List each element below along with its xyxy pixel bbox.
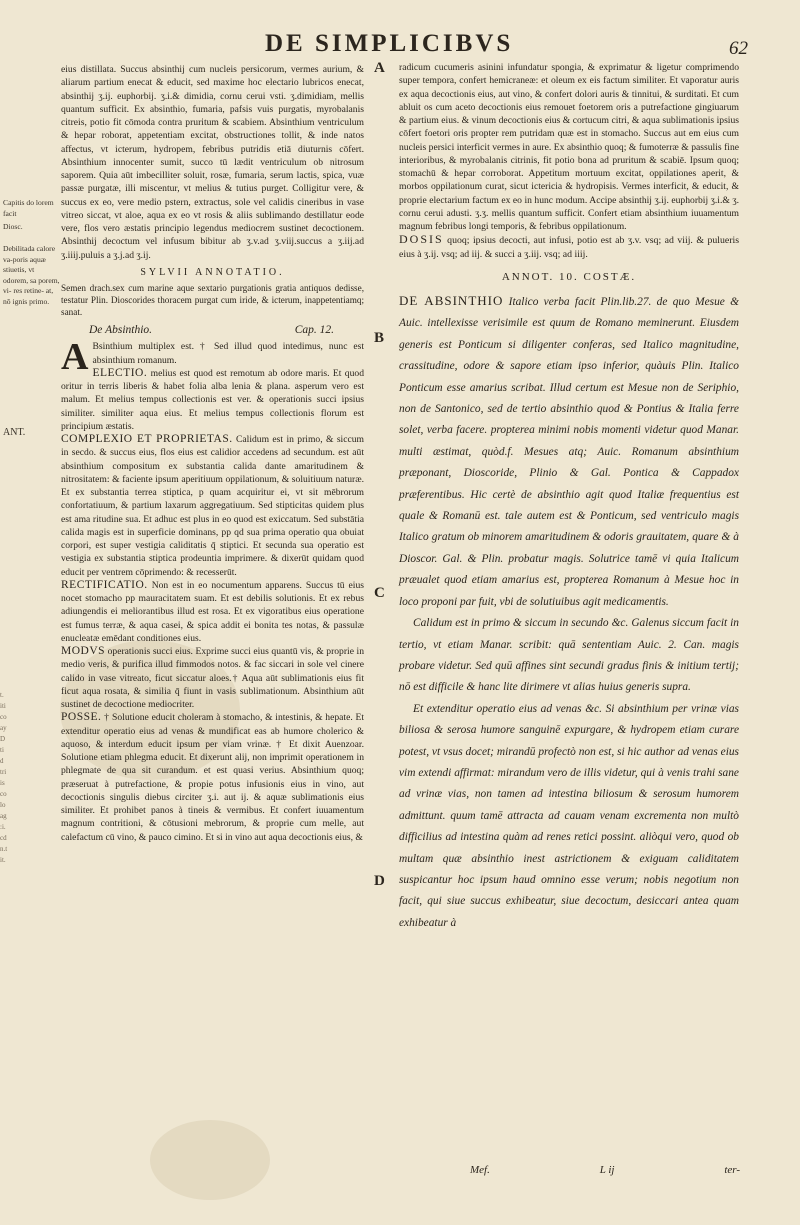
chapter-title: De Absinthio. [89, 324, 153, 336]
modus-text: operationis succi eius. Exprime succi eius quantū vis, & proprie in medio veris, & purifica illud fimmodos notos. & fac siccari in sole vel cinere calido in vase vitreato, ficut siccatur aloes.† Aqua aūt sublimationis eius fit ficut aqua rosata, & similia q̄ fiunt in vasis sublimationum. Absinthium aūt sustinet de decoctione mediocriter. [61, 646, 364, 710]
costa-annotation-2: Calidum est in primo & siccum in secundo &c. Galenus siccum facit in tertio, vt etiam Manar. scribit: quā sententiam Auic. 2. Can. magis probare videtur. Sed quū affines sint secundi gradus finis & initium tertij; nō est difficile & hanc lite dirimere vt alias huius generis supra. [399, 617, 739, 694]
complexio-label: COMPLEXIO ET PROPRIETAS. [61, 433, 233, 445]
intro-text: Bsinthium multiplex est. † Sed illud quod intedimus, nunc est absinthium romanum. [92, 341, 364, 366]
bleed-through-text: t. iti co ay D ti d tri is co lo ag :i. cd n.t it. [0, 691, 8, 864]
posse-label: POSSE. [61, 711, 102, 724]
margin-note-debilis: Debilitada calore va-poris aquæ stiuetis, vt odorem, sa porem, vi- res retine- at, nō ignis primo. [3, 244, 60, 306]
rectificatio-label: RECTIFICATIO. [61, 578, 148, 591]
complexio-paragraph [61, 433, 364, 579]
costa-annotation-heading: ANNOT. 10. COSTÆ. [501, 270, 637, 283]
chapter-heading [61, 324, 364, 337]
costa-annotation-lead: DE ABSINTHIO [399, 293, 504, 308]
chapter-number: Cap. 12. [294, 324, 334, 336]
drop-cap: A [61, 336, 89, 379]
electio-label: ELECTIO. [92, 366, 148, 379]
electio-paragraph [61, 367, 364, 433]
modus-paragraph [61, 645, 364, 711]
costa-annotation-text: Italico verba facit Plin.lib.27. de quo Mesue & Auic. intellexisse verisimile est quum de Romano meminerunt. Eiusdem generis est Ponticum si diligenter conferas, sed Italico magnitudine, crassitudine, odore & sapore etiam ipso inferior, quàuis Plin. Italico Ponticum esse amarius scribat. Illud certum est Mesue non de Seriphio, non de Santonico, sed de tertio absinthio quod & Pontius & Italia ferre solet, verba facere. propterea minimi nobis momenti videtur quod Manar. multi æstimat, quòd.f. Mesues atq; Auic. Romanum absinthium præponant, Dioscoride, Plinio & Gal. Pontica & Cappadox præferentibus. Hic certè de absinthio agit quod Italiæ frequentius est quale & Romanū est. tale autem est & Ponticum, sed ventriculo magis Italico gratum ob minorem amaritudinem & odoris grauitatem, quare & à Dioscor. Gal. & Plin. probatur magis. Solutrice tamē vi quia Italicum præualet quod etiam amarius est, propterea Romanum à Mesue hoc in loco proponi par fuit, vbi de solutiuibus agit medicamentis. [399, 296, 739, 608]
sylvii-annotation-text: Semen drach.sex cum marine aque sextario purgationis gratia antiquos dedisse, testatur Plin. Dioscorides thoracem purgat cum iride, & icterum, inappetentiamq; sanat. [61, 283, 364, 317]
right-column [399, 61, 739, 934]
electio-text: melius est quod est remotum ab odore maris. Et quod oritur in terris liberis & habet folia alba lenia & plana. asperum vero est malum. Et melius tempus collectionis est ver. & operationis succi ipsius similiter. similiter aqua eius. Et melius tempus collectionis florum est principium æstatis. [61, 367, 364, 432]
margin-note-capitis: Capitis do lorem facit [3, 198, 54, 218]
page-header [0, 22, 800, 62]
left-paragraph-1: eius distillata. Succus absinthij cum nucleis persicorum, vermes aurium, & aliarum partium enecat & educit, sed maxime hoc electario lubricos enecat, absinthij ʒ.ij. euphorbij. ʒ.i.& dimidia, cornu cerui vsti. ʒ.dimidiam, mellis quantum sufficit. Ex absinthio, fumaria, pafsis vuis purgatis, myrobalanis citreis, potio fit cōmoda contra pruritum & scabiem. Absinthium ventriculum & hepar roborat, appetentiam excitat, obstructiones tollit, & inde natos affectus, vt icterum, hydropem, febribus putridis etiā diuturnis cōfert. Absinthium innocenter sumit, succo tū lædit ventriculum ob nitrosum saporem. Quia aūt imbecilliter soluit, rosæ, fumaria, serum lactis, spica, vuæ passæ purgatæ, illi miscentur, vt melius & tutius purget. Colligitur vere, & succus ex eo, vere medio pstern, extractus, sole vel calidis cineribus in vase vitreo siccat, vt aloe, aqua ex eo vt rosis & aliis sublimando destillatur eode vere, flos vero æstatis principio legendus mediocrem sustinet decoctionem. Absinthij decoctum vel infusum bibitur ab ʒ.v.ad ʒ.viij.succus a ʒ.iij.ad ʒ.iiij.puluis a ʒ.j.ad ʒ.ij. [61, 64, 364, 261]
catchword-next: ter- [724, 1164, 740, 1176]
page-number: 62 [729, 38, 748, 59]
rectificatio-paragraph [61, 579, 364, 645]
dosis-label: DOSIS [399, 232, 444, 247]
paper-stain [150, 1120, 270, 1200]
dosis-text: quoq; ipsius decocti, aut infusi, potio est ab ʒ.v. vsq; ad viij. & pulueris eius à ʒ.ij. vsq; ad iij. & succi a ʒ.iij. vsq; ad iiij. [399, 235, 740, 260]
left-column [61, 63, 364, 844]
costa-annotation-3: Et extenditur operatio eius ad venas &c. Si absinthium per vrinæ vias biliosa & serosa humore sanguinē expurgare, & hydropem etiam curare potest, vt vsus docet; mirandū profectò non est, si hic author ad venas eius vim extendi affirmat: mirandum vero de illis videtur, qui à venis trahi sane ad vrinæ vias, non tamen ad intestina biliosum & serosum humorem admittunt. quum tamē attracta ad cauam venam excrementa non multò difficilius ad intestina quàm ad renes retici possint. aliòqui vero, quod ob multam quæ absinthio inest astrictionem & exiguam caliditatem suspicantur hoc ipsum haud omnino esse verum; nobis negotium non facit, qui siue succus exhibeatur, siue decoctum, desiccari antea quam exhibeatur à [399, 702, 739, 929]
right-paragraph-1: radicum cucumeris asinini infundatur spongia, & exprimatur & ligetur comprimendo super tempora, confert hemicraneæ: et oleum ex eis factum similiter. Et vaporatur auris ex aqua decoctionis eius, aut vino, & confert dolori auris & tinnitui, & surditati. Et cum abluit os cum aceto decoctionis eius remouet foetorem oris a putrefactione gingiuarum & partium eius. & vinum decoctionis eius & cortucum citri, & aqua sublimationis ipsius cōfert foetori oris propter rem putridam quæ est in stomacho. Succus aut em eius cum nucleis persici interficit vermes in aure. Ex absinthio quoq; & fumoterræ & passulis fine interioribus, & myrobalanis citrinis, fit potio bona ad pruritum & scabiē. Ipsum quoq; stomachū & hepar corroborat. Appetitum mortuum excitat, oppilationes aperit, & morbos oppilationum curat, sicut ictericia & hydropisis. Vermes interficit, & educit, & proprie electarium factum ex eo in hunc modum. Accipe absinthij ʒ.ij. euphorbij ʒ.i.& ʒ. cornu cerui adusti. ʒ.ʒ. mellis quantum sufficit. Confert etiam absinthium iuuamentum magnum febribus longi temporis, & febribus oppilationum. [399, 62, 739, 232]
dosis-paragraph [399, 233, 739, 261]
rectificatio-text: Non est in eo nocumentum apparens. Succus tū eius nocet stomacho pp mauracitatem suam. Et est debilis solutionis. Et ex rebus adiungendis ei meliorantibus illud est rosa. Et ex vigoratibus eius operatione est fumus terræ, & aqua casei, & spica addit ei bonita tes notas, & passulæ enucleatæ emēdant conditiones eius. [61, 579, 364, 644]
section-letter-b: B [374, 330, 385, 346]
complexio-text: Calidum est in primo, & siccum in secdo. & succus eius, flos eius est calidior accedens ad secundum. est aūt absinthium compositum ex substantia calida dante amaritudinem & nitrositatem: & faciente ipsum aperitiuum oppilationum, & soluitiuum naturæ. Et ex substantia terrea stiptica, p quam acquiritur ei, vt sit mēbrorum confortatiuum, & partium laxarum aggregatiuum. Sed stipticitas quidem plus est ama ritudine sua. Et adhuc est plus in eo quod est exiccatum. Sed substātia calida magis est in superficie dominans, pp qd sua prima operatio qua obuiat corpori, est super vestigia caliditatis q̄ stiptici. Et secunda sua operatio est vestigia ex substantia stiptica prodeuntia imprimere. & dixerūt quidam quod educit per ventrem cōprimendo: & recesserūt. [61, 434, 364, 578]
page-footer [470, 1164, 740, 1176]
catchword-left: Mef. [470, 1164, 490, 1176]
costa-annotation-1 [399, 290, 739, 613]
running-title: DE SIMPLICIBVS [265, 30, 514, 57]
signature-mark: L ij [599, 1164, 615, 1176]
section-letter-d: D [374, 873, 385, 889]
modus-label: MODVS [61, 645, 106, 657]
margin-note-ant: ANT. [3, 427, 26, 438]
section-letter-a: A [374, 60, 385, 76]
posse-text: † Solutione educit choleram à stomacho, & intestinis, & hepate. Et extenditur operatio eius ad venas & mundificat eas ab humore cholerico & aquoso, & interdum educit ipsum per viam vrinæ. † Et dixit Auenzoar. Solutione etiam phlegma educit. Et dixerunt alij, non imprimit operationem in phlegmate de qua sit curandum. et est quasi verius. Absinthium quoq; præseruat à putrefactione, & propie potus infusionis eius in vino, aut decoctionis singulis diebus circiter ʒ.i. aut ij. & aquæ sublimationis eius similiter. Et prohibet panos à tineis & vermibus. Et confert iuuamentum magnum contritioni, & cōtusioni mebrorum, & proprie cum melle, aut calefactum cū vino, & pauco cimino. Et si in vino aut aqua decoctionis eius, & [61, 712, 364, 843]
section-letter-c: C [374, 585, 385, 601]
sylvii-annotation-heading: SYLVII ANNOTATIO. [140, 266, 285, 278]
posse-paragraph [61, 711, 364, 844]
margin-note-diosc: Diosc. [3, 222, 23, 231]
